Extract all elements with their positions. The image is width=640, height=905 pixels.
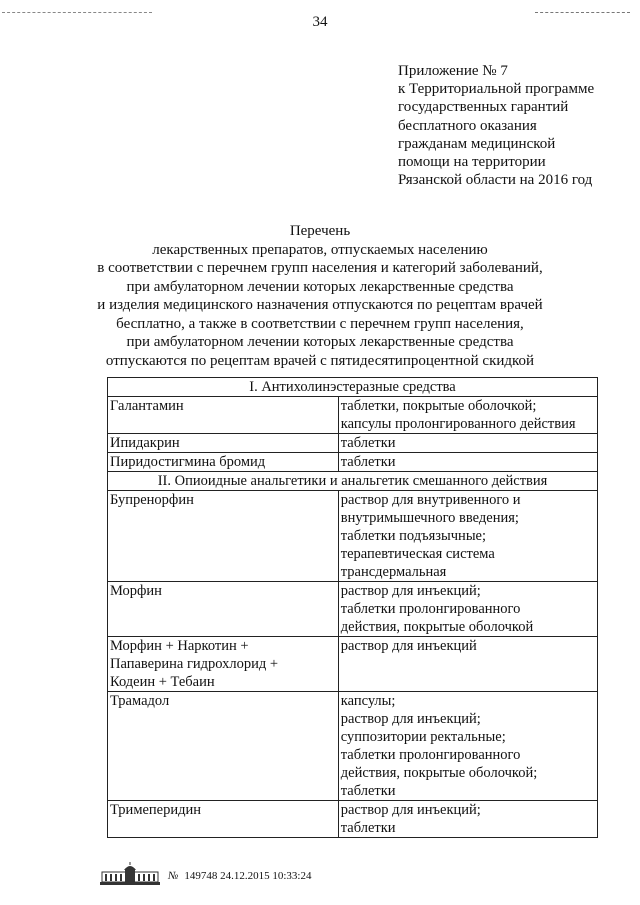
drug-name: Морфин + Наркотин + [110, 638, 249, 654]
dosage-form: действия, покрытые оболочкой [340, 619, 534, 635]
title-line: Перечень [289, 223, 351, 239]
title-line: в соответствии с перечнем групп населения и категорий заболеваний, [97, 260, 543, 276]
table-row [108, 637, 598, 692]
drug-name-cell [108, 692, 339, 801]
drug-name-cell [108, 801, 339, 838]
drug-name-cell [108, 434, 339, 453]
dosage-form-cell [338, 397, 597, 434]
dosage-form-cell [338, 637, 597, 692]
table-row [108, 453, 598, 472]
appendix-line: бесплатного оказания [398, 117, 537, 134]
drug-name: Морфин [110, 583, 162, 599]
table-row [108, 801, 598, 838]
dosage-form-cell [338, 582, 597, 637]
document-stamp [168, 870, 312, 882]
drug-name: Тримеперидин [110, 802, 202, 818]
title-line: бесплатно, а также в соответствии с перечнем групп населения, [116, 315, 524, 332]
dosage-form: трансдермальная [340, 564, 447, 580]
table-row [108, 582, 598, 637]
dosage-form: действия, покрытые оболочкой; [340, 765, 538, 781]
dosage-form: капсулы пролонгированного действия [340, 416, 576, 432]
table-row [108, 692, 598, 801]
dosage-form: таблетки [340, 783, 396, 799]
section-heading-row [108, 472, 598, 491]
dosage-form-cell [338, 801, 597, 838]
drug-name-cell [108, 582, 339, 637]
appendix-line: гражданам медицинской [398, 135, 556, 152]
dosage-form-cell [338, 434, 597, 453]
section-heading: I. Антихолинэстеразные средства [108, 378, 598, 397]
dosage-form: терапевтическая система [340, 546, 495, 562]
dosage-form: таблетки пролонгированного [340, 601, 521, 617]
doc-stamp-text: 149748 24.12.2015 10:33:24 [184, 870, 312, 882]
drug-name: Ипидакрин [110, 435, 180, 451]
dosage-form: таблетки пролонгированного [340, 747, 521, 763]
appendix-heading [398, 62, 594, 189]
drug-name-cell [108, 637, 339, 692]
dosage-form: раствор для инъекций; [340, 583, 481, 599]
dosage-form-cell [338, 453, 597, 472]
drug-name-cell [108, 491, 339, 582]
title-line: отпускаются по рецептам врачей с пятидесятипроцентной скидкой [105, 352, 535, 369]
dosage-form: таблетки [340, 454, 396, 470]
drug-name: Кодеин + Тебаин [110, 674, 215, 690]
doc-number-mark: № [168, 870, 179, 882]
dosage-form: раствор для инъекций; [340, 802, 481, 818]
title-line: при амбулаторном лечении которых лекарственные средства [126, 278, 514, 295]
appendix-line: к Территориальной программе [398, 81, 595, 98]
table-row [108, 397, 598, 434]
building-logo-icon [100, 862, 160, 886]
drug-list-table [107, 377, 598, 838]
table-row [108, 491, 598, 582]
document-title [60, 222, 580, 370]
dosage-form: капсулы; [340, 693, 396, 709]
dosage-form: таблетки [340, 820, 396, 836]
drug-name-cell [108, 397, 339, 434]
title-line: лекарственных препаратов, отпускаемых населению [152, 241, 488, 258]
table-row [108, 434, 598, 453]
appendix-line: помощи на территории [398, 154, 546, 171]
drug-name: Трамадол [110, 693, 170, 709]
appendix-line: государственных гарантий [398, 99, 569, 116]
appendix-line: Приложение № 7 [398, 63, 508, 79]
dosage-form: таблетки [340, 435, 396, 451]
drug-name: Галантамин [110, 398, 184, 414]
page-number: 34 [312, 14, 328, 30]
section-heading-row [108, 378, 598, 397]
drug-name-cell [108, 453, 339, 472]
dosage-form: суппозитории ректальные; [340, 729, 506, 745]
appendix-line: Рязанской области на 2016 год [398, 172, 593, 189]
drug-name: Пиридостигмина бромид [110, 454, 266, 470]
title-line: при амбулаторном лечении которых лекарственные средства [126, 334, 514, 350]
dosage-form: внутримышечного введения; [340, 510, 519, 526]
dosage-form-cell [338, 692, 597, 801]
dosage-form: раствор для инъекций; [340, 711, 481, 727]
dosage-form: раствор для инъекций [340, 638, 477, 654]
dosage-form: раствор для внутривенного и [340, 492, 521, 508]
title-line: и изделия медицинского назначения отпускаются по рецептам врачей [97, 297, 543, 313]
drug-name: Папаверина гидрохлорид + [110, 656, 279, 672]
dosage-form: таблетки, покрытые оболочкой; [340, 398, 537, 414]
section-heading: II. Опиоидные анальгетики и анальгетик смешанного действия [108, 472, 598, 491]
dosage-form: таблетки подъязычные; [340, 528, 487, 544]
drug-name: Бупренорфин [110, 492, 194, 508]
dosage-form-cell [338, 491, 597, 582]
